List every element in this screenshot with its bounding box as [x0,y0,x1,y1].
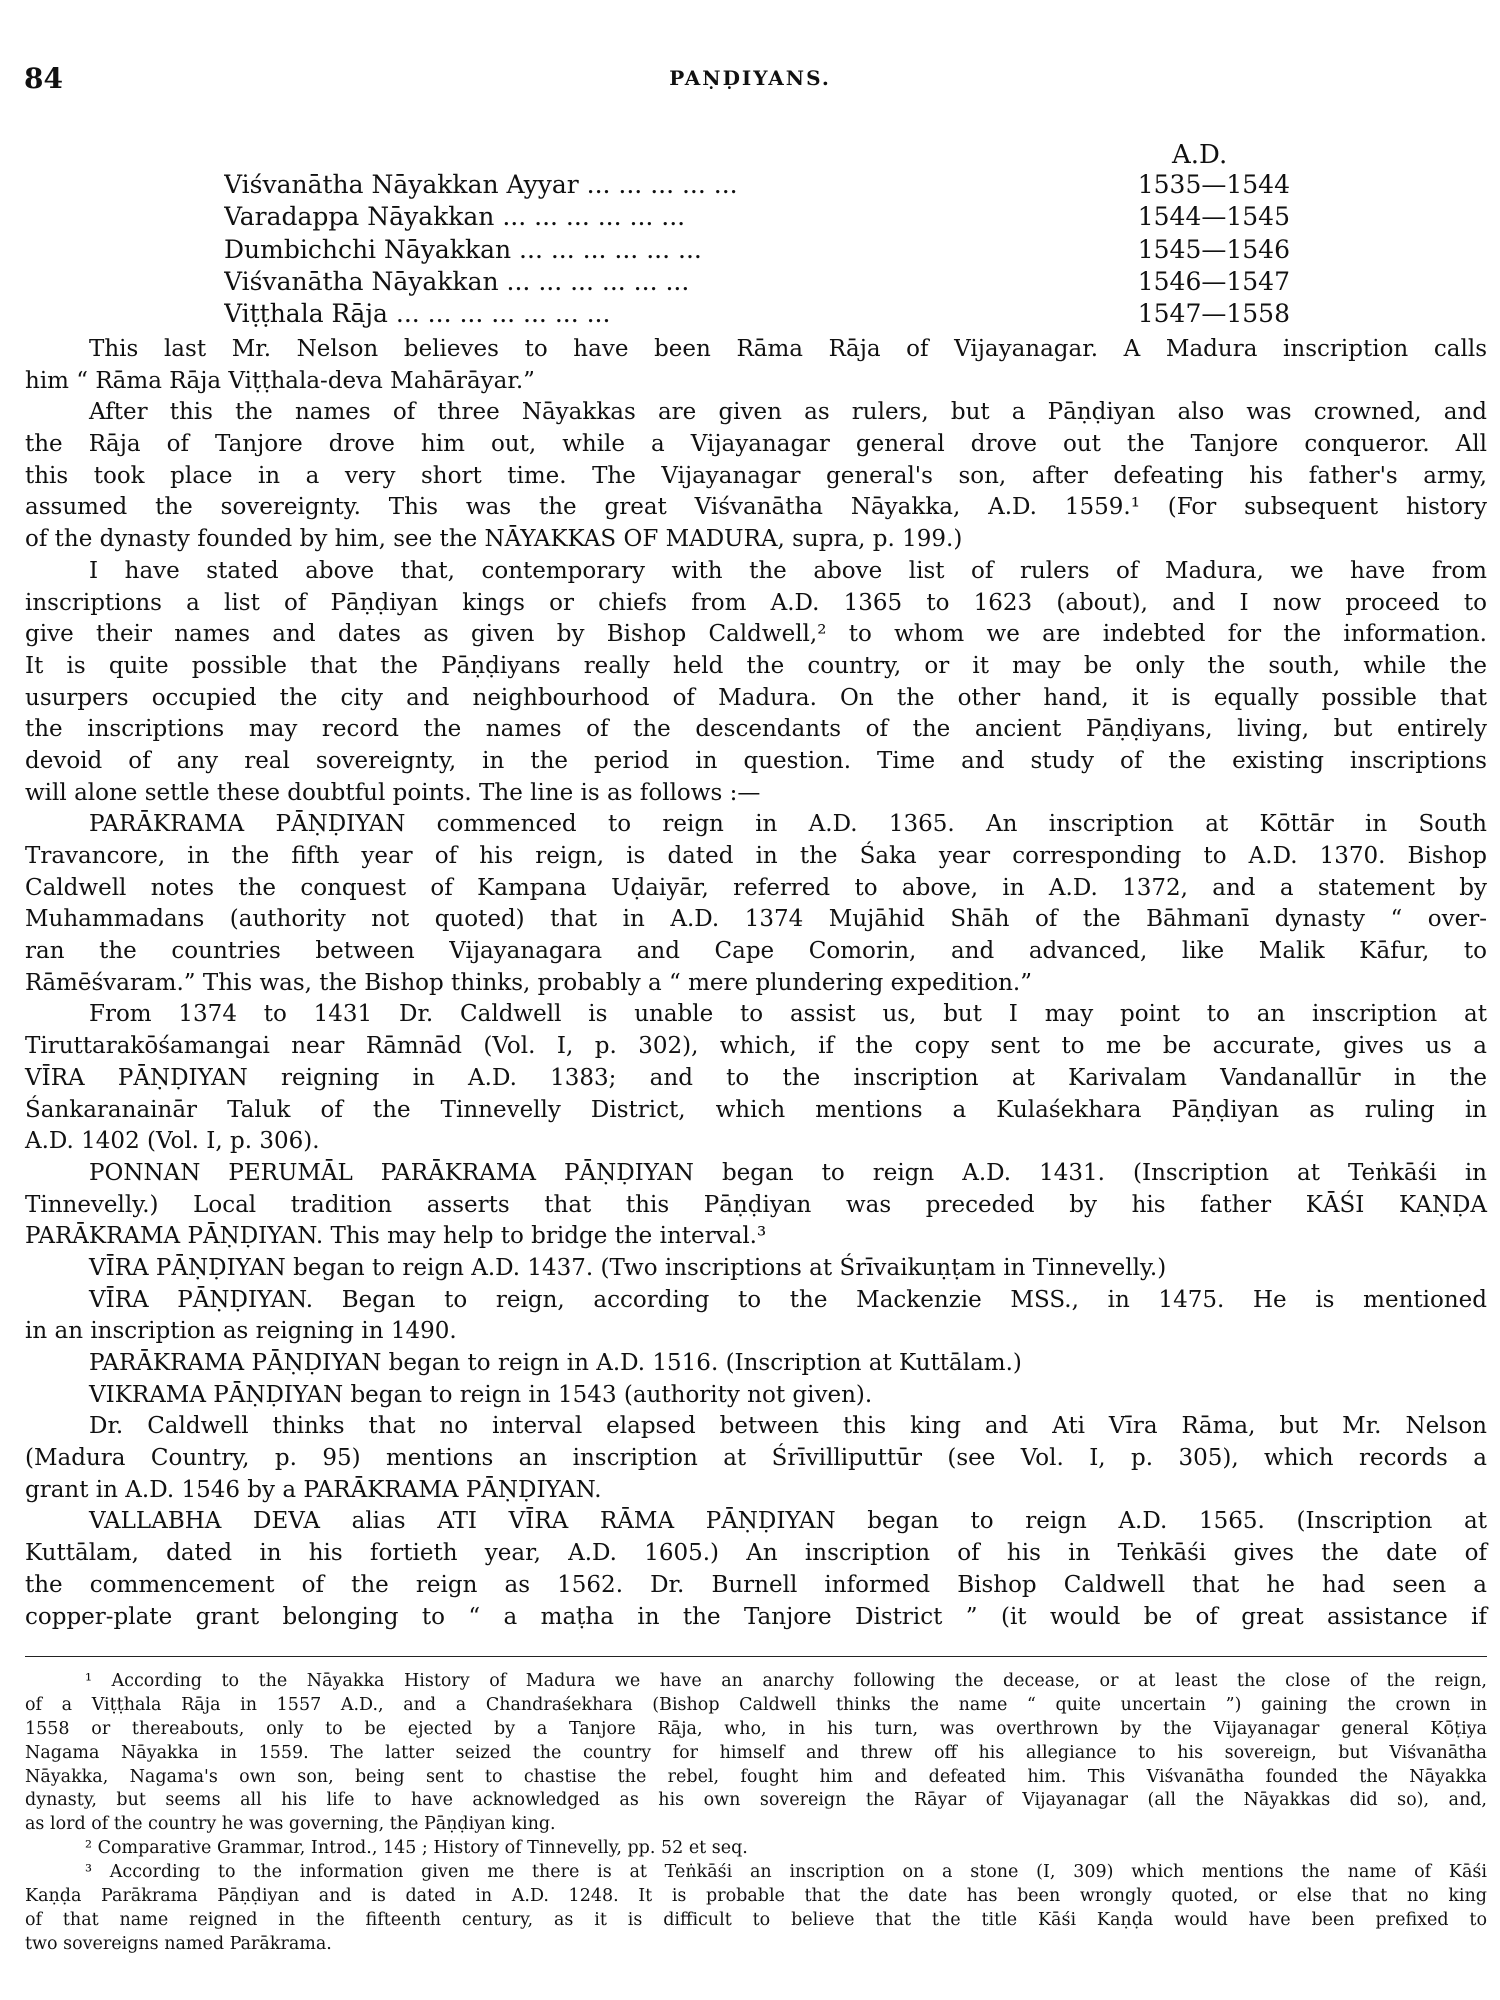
ruler-name: Varadappa Nāyakkan ... ... ... ... ... ... [224,202,686,232]
text-line: Tiruttarakōśamangai near Rāmnād (Vol. I, p. 302), which, if the copy sent to me be accurate, gives us a [25,1033,1487,1060]
table-row [224,299,1290,331]
text-line: devoid of any real sovereignty, in the period in question. Time and study of the existing inscriptions [25,747,1487,774]
footnote-line: of a Viṭṭhala Rāja in 1557 A.D., and a Chandraśekhara (Bishop Caldwell thinks the name “ quite uncertain ”) gaining the crown in [25,1694,1487,1715]
text-line: After this the names of three Nāyakkas are given as rulers, but a Pāṇḍiyan also was crowned, and [89,399,1487,426]
text-line: copper-plate grant belonging to “ a maṭha in the Tanjore District ” (it would be of great assistance if [25,1603,1487,1630]
text-line: Caldwell notes the conquest of Kampana Uḍaiyār, referred to above, in A.D. 1372, and a statement by [25,874,1487,901]
reign-dates: 1544—1545 [1137,202,1290,232]
text-line: inscriptions a list of Pāṇḍiyan kings or chiefs from A.D. 1365 to 1623 (about), and I now proceed to [25,589,1487,616]
text-line: It is quite possible that the Pāṇḍiyans really held the country, or it may be only the south, while the [25,652,1487,679]
text-line: From 1374 to 1431 Dr. Caldwell is unable to assist us, but I may point to an inscription at [89,1001,1487,1028]
text-line: assumed the sovereignty. This was the great Viśvanātha Nāyakka, A.D. 1559.¹ (For subsequent history [25,494,1487,521]
text-line: (Madura Country, p. 95) mentions an inscription at Śrīvilliputtūr (see Vol. I, p. 305), which records a [25,1445,1487,1472]
text-line: Rāmēśvaram.” This was, the Bishop thinks, probably a “ mere plundering expedition.” [25,969,1033,996]
text-line: ran the countries between Vijayanagara and Cape Comorin, and advanced, like Malik Kāfur, to [25,938,1487,965]
text-line: VIKRAMA PĀṆḌIYAN began to reign in 1543 (authority not given). [89,1381,873,1408]
body-text [25,334,1487,1633]
text-line: PARĀKRAMA PĀṆḌIYAN began to reign in A.D. 1516. (Inscription at Kuttālam.) [89,1350,1022,1376]
footnote-line: Nāyakka, Nagama's own son, being sent to chastise the rebel, fought him and defeated him. This Viśvanātha founded the Nāyakka [25,1766,1487,1787]
footnote-line: as lord of the country he was governing, the Pāṇḍiyan king. [25,1814,556,1835]
ruler-name: Viṭṭhala Rāja ... ... ... ... ... ... ... [224,299,611,329]
text-line: Muhammadans (authority not quoted) that in A.D. 1374 Mujāhid Shāh of the Bāhmanī dynasty “ over- [25,906,1487,933]
text-line: give their names and dates as given by Bishop Caldwell,² to whom we are indebted for the information. [25,621,1487,648]
footnote-line: Nagama Nāyakka in 1559. The latter seized the country for himself and threw off his allegiance to his sovereign, but Viśvanātha [25,1742,1487,1763]
text-line: PARĀKRAMA PĀṆḌIYAN. This may help to bridge the interval.³ [25,1223,767,1250]
table-row [224,202,1290,234]
running-title: PAṆḌIYANS. [669,66,831,90]
text-line: PONNAN PERUMĀL PARĀKRAMA PĀṆḌIYAN began to reign A.D. 1431. (Inscription at Teṅkāśi in [89,1159,1487,1186]
footnotes [25,1670,1487,1957]
ruler-name: Viśvanātha Nāyakkan ... ... ... ... ... ... [224,266,690,296]
footnote-line: two sovereigns named Parākrama. [25,1933,332,1954]
text-line: usurpers occupied the city and neighbourhood of Madura. On the other hand, it is equally possible that [25,684,1487,711]
footnote-line: ² Comparative Grammar, Introd., 145 ; History of Tinnevelly, pp. 52 et seq. [85,1838,748,1859]
reign-dates: 1546—1547 [1137,266,1290,296]
reign-dates: 1547—1558 [1137,299,1290,329]
page-number: 84 [24,62,63,95]
footnote-line: ³ According to the information given me there is at Teṅkāśi an inscription on a stone (I, 309) which mentions the name of Kāśi [85,1862,1487,1883]
table-row [224,267,1290,299]
text-line: the inscriptions may record the names of the descendants of the ancient Pāṇḍiyans, living, but entirely [25,716,1487,743]
ruler-name: Dumbichchi Nāyakkan ... ... ... ... ... ... [224,234,702,264]
text-line: Dr. Caldwell thinks that no interval elapsed between this king and Ati Vīra Rāma, but Mr. Nelson [89,1413,1487,1440]
text-line: VĪRA PĀṆḌIYAN reigning in A.D. 1383; and to the inscription at Karivalam Vandanallūr in the [25,1064,1487,1091]
text-line: will alone settle these doubtful points. The line is as follows :— [25,779,761,806]
text-line: him “ Rāma Rāja Viṭṭhala-deva Mahārāyar.” [25,367,535,394]
footnote-line: 1558 or thereabouts, only to be ejected by a Tanjore Rāja, who, in his turn, was overthrown by the Vijayanagar general Kōṭiya [25,1718,1487,1739]
text-line: grant in A.D. 1546 by a PARĀKRAMA PĀṆḌIYAN. [25,1476,602,1503]
footnote-line: Kaṇḍa Parākrama Pāṇḍiyan and is dated in A.D. 1248. It is probable that the date has been wrongly quoted, or else that no king [25,1886,1487,1907]
text-line: VĪRA PĀṆḌIYAN. Began to reign, according to the Mackenzie MSS., in 1475. He is mentioned [89,1286,1487,1313]
text-line: Kuttālam, dated in his fortieth year, A.D. 1605.) An inscription of his in Teṅkāśi gives the date of [25,1540,1487,1567]
text-line: I have stated above that, contemporary with the above list of rulers of Madura, we have from [89,557,1487,584]
footnote-divider [25,1656,1487,1657]
text-line: Travancore, in the fifth year of his reign, is dated in the Śaka year corresponding to A.D. 1370. Bishop [25,843,1487,869]
text-line: VALLABHA DEVA alias ATI VĪRA RĀMA PĀṆḌIYAN began to reign A.D. 1565. (Inscription at [89,1508,1487,1535]
table-row [224,170,1290,202]
reign-dates: 1545—1546 [1137,234,1290,264]
table-row [224,235,1290,267]
reign-dates: 1535—1544 [1137,170,1290,199]
ruler-name: Viśvanātha Nāyakkan Ayyar ... ... ... ... ... [224,170,738,199]
text-line: Śankaranainār Taluk of the Tinnevelly District, which mentions a Kulaśekhara Pāṇḍiyan as ruling in [25,1096,1487,1123]
text-line: in an inscription as reigning in 1490. [25,1318,457,1345]
text-line: Tinnevelly.) Local tradition asserts that this Pāṇḍiyan was preceded by his father KĀŚI KAṆḌA [25,1191,1487,1218]
table-column-header: A.D. [1172,140,1228,170]
text-line: This last Mr. Nelson believes to have been Rāma Rāja of Vijayanagar. A Madura inscription calls [89,336,1487,362]
footnote-line: ¹ According to the Nāyakka History of Madura we have an anarchy following the decease, or at least the close of the reign, [85,1671,1487,1691]
text-line: VĪRA PĀṆḌIYAN began to reign A.D. 1437. (Two inscriptions at Śrīvaikuṇṭam in Tinnevelly.) [89,1254,1167,1281]
text-line: A.D. 1402 (Vol. I, p. 306). [25,1128,320,1155]
text-line: the commencement of the reign as 1562. Dr. Burnell informed Bishop Caldwell that he had seen a [25,1571,1487,1598]
footnote-line: dynasty, but seems all his life to have acknowledged as his own sovereign the Rāyar of Vijayanagar (all the Nāyakkas did so), and, [25,1790,1487,1811]
text-line: of the dynasty founded by him, see the NĀYAKKAS OF MADURA, supra, p. 199.) [25,526,963,553]
text-line: the Rāja of Tanjore drove him out, while a Vijayanagar general drove out the Tanjore conqueror. All [25,431,1487,458]
text-line: this took place in a very short time. The Vijayanagar general's son, after defeating his father's army, [25,462,1487,489]
footnote-line: of that name reigned in the fifteenth century, as it is difficult to believe that the title Kāśi Kaṇḍa would have been prefixed to [25,1909,1487,1930]
text-line: PARĀKRAMA PĀṆḌIYAN commenced to reign in A.D. 1365. An inscription at Kōttār in South [89,811,1487,838]
